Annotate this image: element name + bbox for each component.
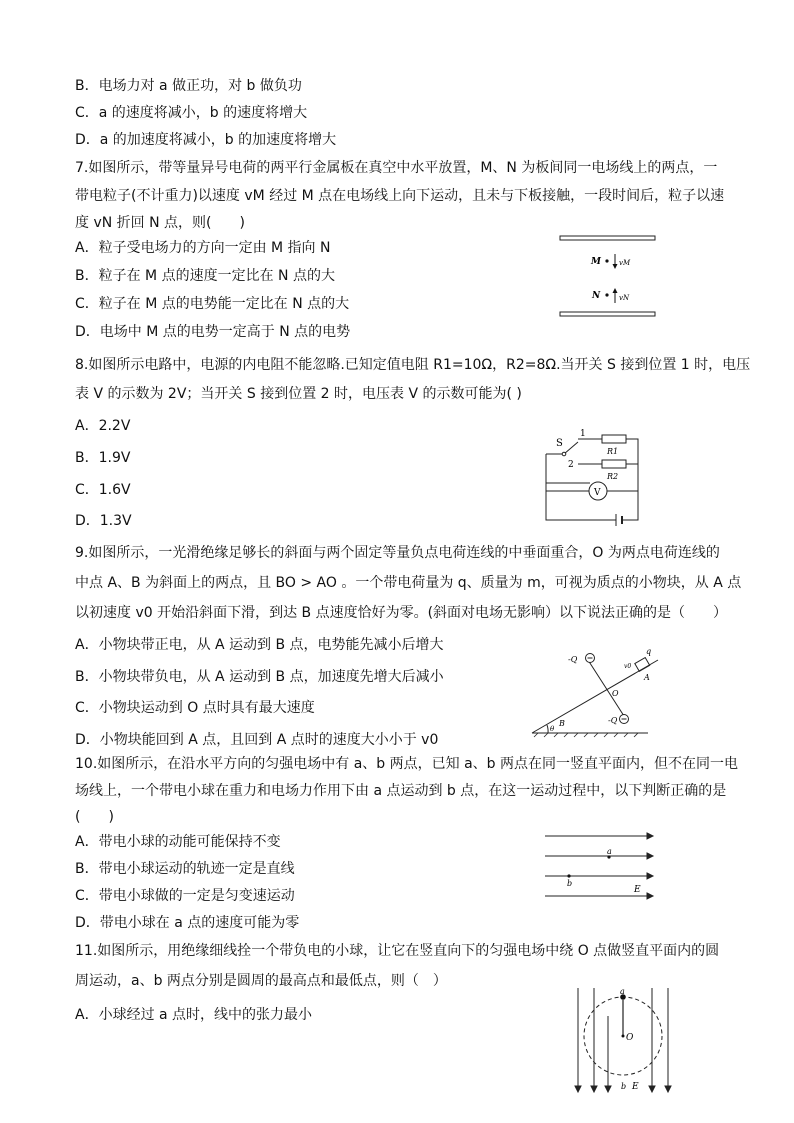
- label-neg-q-bottom: -Q: [608, 716, 618, 725]
- label-r1: R1: [607, 447, 619, 456]
- option-9a: A．小物块带正电，从 A 运动到 B 点，电势能先减小后增大: [75, 637, 444, 653]
- label-r2: R2: [607, 472, 619, 481]
- question-11-stem: 周运动，a、b 两点分别是圆周的最高点和最低点，则（ ）: [75, 973, 447, 989]
- label-b: b: [621, 1082, 627, 1091]
- option-9b: B．小物块带负电，从 A 运动到 B 点，加速度先增大后减小: [75, 669, 444, 685]
- option-10c: C．带电小球做的一定是匀变速运动: [75, 888, 295, 904]
- label-v0: v0: [624, 663, 632, 670]
- question-7-stem: 带电粒子(不计重力)以速度 vM 经过 M 点在电场线上向下运动，且未与下板接触，一段时间后，粒子以速: [75, 188, 725, 204]
- option-8c: C．1.6V: [75, 482, 131, 498]
- upper-plate: [560, 236, 655, 240]
- label-o: O: [626, 1033, 634, 1043]
- figure-11-circular-motion: [570, 986, 680, 1098]
- label-a: a: [620, 987, 625, 996]
- label-e: E: [632, 1082, 639, 1092]
- option-10b: B．带电小球运动的轨迹一定是直线: [75, 861, 295, 877]
- lower-plate: [560, 312, 655, 316]
- label-pos2: 2: [568, 460, 574, 470]
- option-6c: C．a 的速度将减小，b 的速度将增大: [75, 105, 308, 121]
- question-7-stem: 7.如图所示，带等量异号电荷的两平行金属板在真空中水平放置，M、N 为板间同一电场线上的两点，一: [75, 160, 718, 176]
- question-9-stem: 中点 A、B 为斜面上的两点，且 BO > AO 。一个带电荷量为 q、质量为 m，可视为质点的小物块，从 A 点: [75, 575, 742, 591]
- option-6b: B．电场力对 a 做正功，对 b 做负功: [75, 78, 302, 94]
- option-6d: D．a 的加速度将减小，b 的加速度将增大: [75, 132, 337, 148]
- label-b: b: [567, 879, 573, 888]
- label-vm: vM: [619, 259, 631, 267]
- option-9c: C．小物块运动到 O 点时具有最大速度: [75, 700, 315, 716]
- label-neg-q-top: -Q: [568, 655, 578, 664]
- question-10-stem: ( ): [75, 809, 114, 825]
- point-n: [605, 293, 608, 296]
- label-theta: θ: [550, 725, 555, 733]
- figure-7-parallel-plates: [555, 230, 665, 322]
- figure-10-horizontal-field: [543, 828, 655, 906]
- label-pos1: 1: [580, 429, 586, 439]
- option-11a: A．小球经过 a 点时，线中的张力最小: [75, 1007, 313, 1023]
- question-9-stem: 9.如图所示，一光滑绝缘足够长的斜面与两个固定等量负点电荷连线的中垂面重合，O 为两点电荷连线的: [75, 545, 720, 561]
- label-vn: vN: [619, 294, 630, 302]
- option-7c: C．粒子在 M 点的电势能一定比在 N 点的大: [75, 296, 350, 312]
- option-8d: D．1.3V: [75, 513, 132, 529]
- option-7d: D．电场中 M 点的电势一定高于 N 点的电势: [75, 324, 351, 340]
- label-q: q: [646, 647, 652, 656]
- question-7-stem: 度 vN 折回 N 点，则( ): [75, 215, 245, 231]
- option-7b: B．粒子在 M 点的速度一定比在 N 点的大: [75, 268, 335, 284]
- question-10-stem: 场线上，一个带电小球在重力和电场力作用下由 a 点运动到 b 点，在这一运动过程中，以下判断正确的是: [75, 783, 727, 799]
- point-m: [605, 259, 608, 262]
- label-a: A: [644, 673, 650, 682]
- question-10-stem: 10.如图所示，在沿水平方向的匀强电场中有 a、b 两点，已知 a、b 两点在同一竖直平面内，但不在同一电: [75, 756, 738, 772]
- option-7a: A．粒子受电场力的方向一定由 M 指向 N: [75, 240, 331, 256]
- option-9d: D．小物块能回到 A 点，且回到 A 点时的速度大小小于 v0: [75, 732, 439, 748]
- figure-8-circuit: [538, 428, 656, 526]
- point-b: [567, 874, 570, 877]
- label-voltmeter: V: [594, 488, 601, 498]
- label-m: M: [591, 257, 601, 267]
- label-e: E: [634, 885, 641, 895]
- question-8-stem: 表 V 的示数为 2V；当开关 S 接到位置 2 时，电压表 V 的示数可能为( ): [75, 386, 522, 402]
- label-o: O: [612, 689, 619, 698]
- question-11-stem: 11.如图所示，用绝缘细线拴一个带负电的小球，让它在竖直向下的匀强电场中绕 O 点做竖直平面内的圆: [75, 943, 720, 959]
- label-b: B: [559, 719, 565, 728]
- option-10a: A．带电小球的动能可能保持不变: [75, 834, 281, 850]
- figure-9-incline: [528, 640, 668, 738]
- option-8a: A．2.2V: [75, 418, 131, 434]
- label-n: N: [592, 291, 601, 301]
- question-9-stem: 以初速度 v0 开始沿斜面下滑，到达 B 点速度恰好为零。(斜面对电场无影响）以下说法正确的是（ ）: [75, 605, 728, 621]
- option-8b: B．1.9V: [75, 450, 131, 466]
- question-8-stem: 8.如图所示电路中，电源的内电阻不能忽略.已知定值电阻 R1=10Ω，R2=8Ω.当开关 S 接到位置 1 时，电压: [75, 357, 751, 373]
- label-s: S: [556, 438, 563, 449]
- option-10d: D．带电小球在 a 点的速度可能为零: [75, 915, 300, 931]
- label-a: a: [607, 847, 612, 856]
